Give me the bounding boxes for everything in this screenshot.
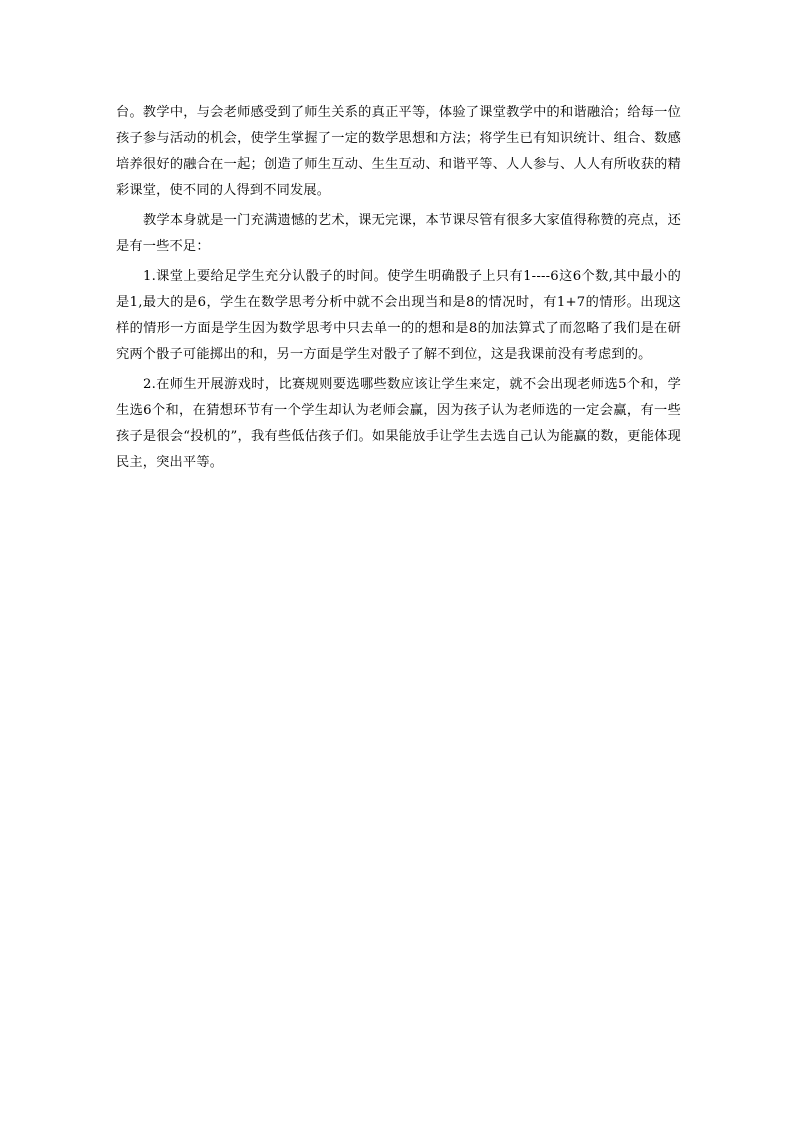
document-body — [116, 100, 681, 476]
paragraph-continuation: 台。教学中，与会老师感受到了师生关系的真正平等，体验了课堂教学中的和谐融洽；给每一位孩子参与活动的机会，使学生掌握了一定的数学思想和方法；将学生已有知识统计、组合、数感培养很好的融合在一起；创造了师生互动、生生互动、和谐平等、人人参与、人人有所收获的精彩课堂，使不同的人得到不同发展。 — [116, 105, 681, 198]
paragraph-shortcomings-intro: 教学本身就是一门充满遗憾的艺术，课无完课，本节课尽管有很多大家值得称赞的亮点，还是有一些不足： — [116, 213, 681, 254]
paragraph-point-2: 2.在师生开展游戏时，比赛规则要选哪些数应该让学生来定，就不会出现老师选5个和，学生选6个和，在猜想环节有一个学生却认为老师会赢，因为孩子认为老师选的一定会赢，有一些孩子是很会“投机的”，我有些低估孩子们。如果能放手让学生去选自己认为能赢的数，更能体现民主，突出平等。 — [116, 377, 681, 470]
paragraph-point-1: 1.课堂上要给足学生充分认骰子的时间。使学生明确骰子上只有1----6这6个数,其中最小的是1,最大的是6，学生在数学思考分析中就不会出现当和是8的情况时，有1+7的情形。出现这样的情形一方面是学生因为数学思考中只去单一的的想和是8的加法算式了而忽略了我们是在研究两个骰子可能掷出的和，另一方面是学生对骰子了解不到位，这是我课前没有考虑到的。 — [116, 269, 681, 362]
